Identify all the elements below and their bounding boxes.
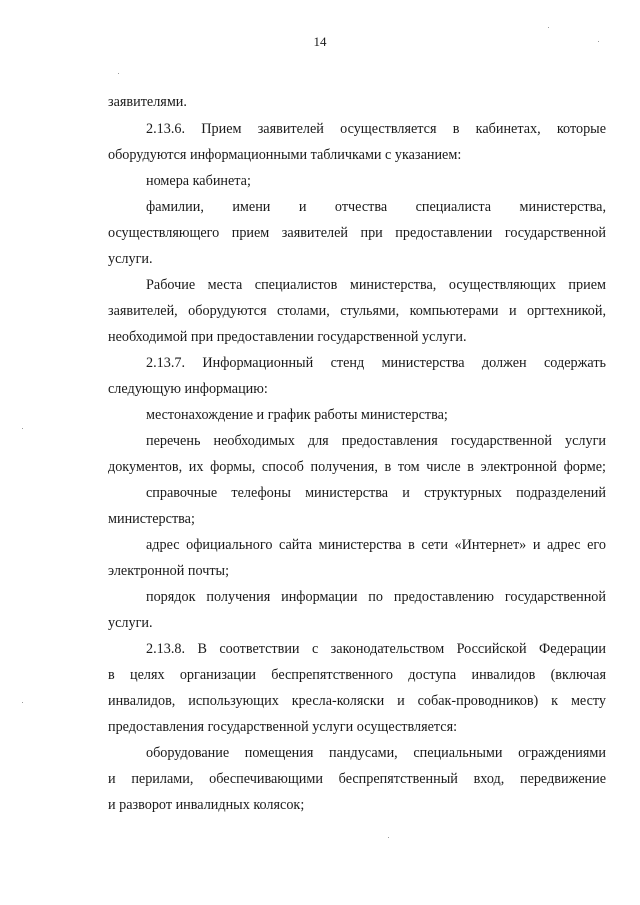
scan-speck xyxy=(118,73,119,74)
text-line: заявителями. xyxy=(108,94,187,110)
text-line: 2.13.7. Информационный стенд министерства должен содержать xyxy=(146,355,606,371)
text-line: в целях организации беспрепятственного доступа инвалидов (включая xyxy=(108,667,606,683)
text-line: электронной почты; xyxy=(108,563,230,579)
text-line: услуги. xyxy=(108,251,153,267)
scan-speck xyxy=(388,837,389,838)
text-line: следующую информацию: xyxy=(108,381,268,397)
text-line: необходимой при предоставлении государственной услуги. xyxy=(108,329,467,345)
text-line: номера кабинета; xyxy=(146,173,251,189)
text-line: оборудование помещения пандусами, специальными ограждениями xyxy=(146,745,606,761)
page-number: 14 xyxy=(313,34,327,49)
text-line: осуществляющего прием заявителей при предоставлении государственной xyxy=(108,225,606,241)
text-line: предоставления государственной услуги осуществляется: xyxy=(108,719,458,735)
text-line: справочные телефоны министерства и структурных подразделений xyxy=(146,485,606,501)
scan-speck xyxy=(22,702,23,703)
text-line: перечень необходимых для предоставления государственной услуги xyxy=(146,433,606,449)
text-line: 2.13.8. В соответствии с законодательством Российской Федерации xyxy=(146,641,606,657)
text-line: документов, их формы, способ получения, в том числе в электронной форме; xyxy=(108,459,606,475)
text-line: фамилии, имени и отчества специалиста министерства, xyxy=(146,199,606,215)
scan-speck xyxy=(22,428,23,429)
text-line: министерства; xyxy=(108,511,195,527)
text-line: услуги. xyxy=(108,615,153,631)
text-line: адрес официального сайта министерства в сети «Интернет» и адрес его xyxy=(146,537,606,553)
text-line: местонахождение и график работы министерства; xyxy=(146,407,448,423)
text-line: инвалидов, использующих кресла-коляски и собак-проводников) к месту xyxy=(108,693,606,709)
text-line: заявителей, оборудуются столами, стульями, компьютерами и оргтехникой, xyxy=(108,303,606,319)
text-line: Рабочие места специалистов министерства, осуществляющих прием xyxy=(146,277,606,293)
scan-speck xyxy=(548,27,549,28)
scan-speck xyxy=(598,41,599,42)
text-line: и перилами, обеспечивающими беспрепятственный вход, передвижение xyxy=(108,771,606,787)
text-line: 2.13.6. Прием заявителей осуществляется в кабинетах, которые xyxy=(146,121,606,137)
text-line: оборудуются информационными табличками с указанием: xyxy=(108,147,462,163)
text-line: порядок получения информации по предоставлению государственной xyxy=(146,589,606,605)
text-line: и разворот инвалидных колясок; xyxy=(108,797,305,813)
